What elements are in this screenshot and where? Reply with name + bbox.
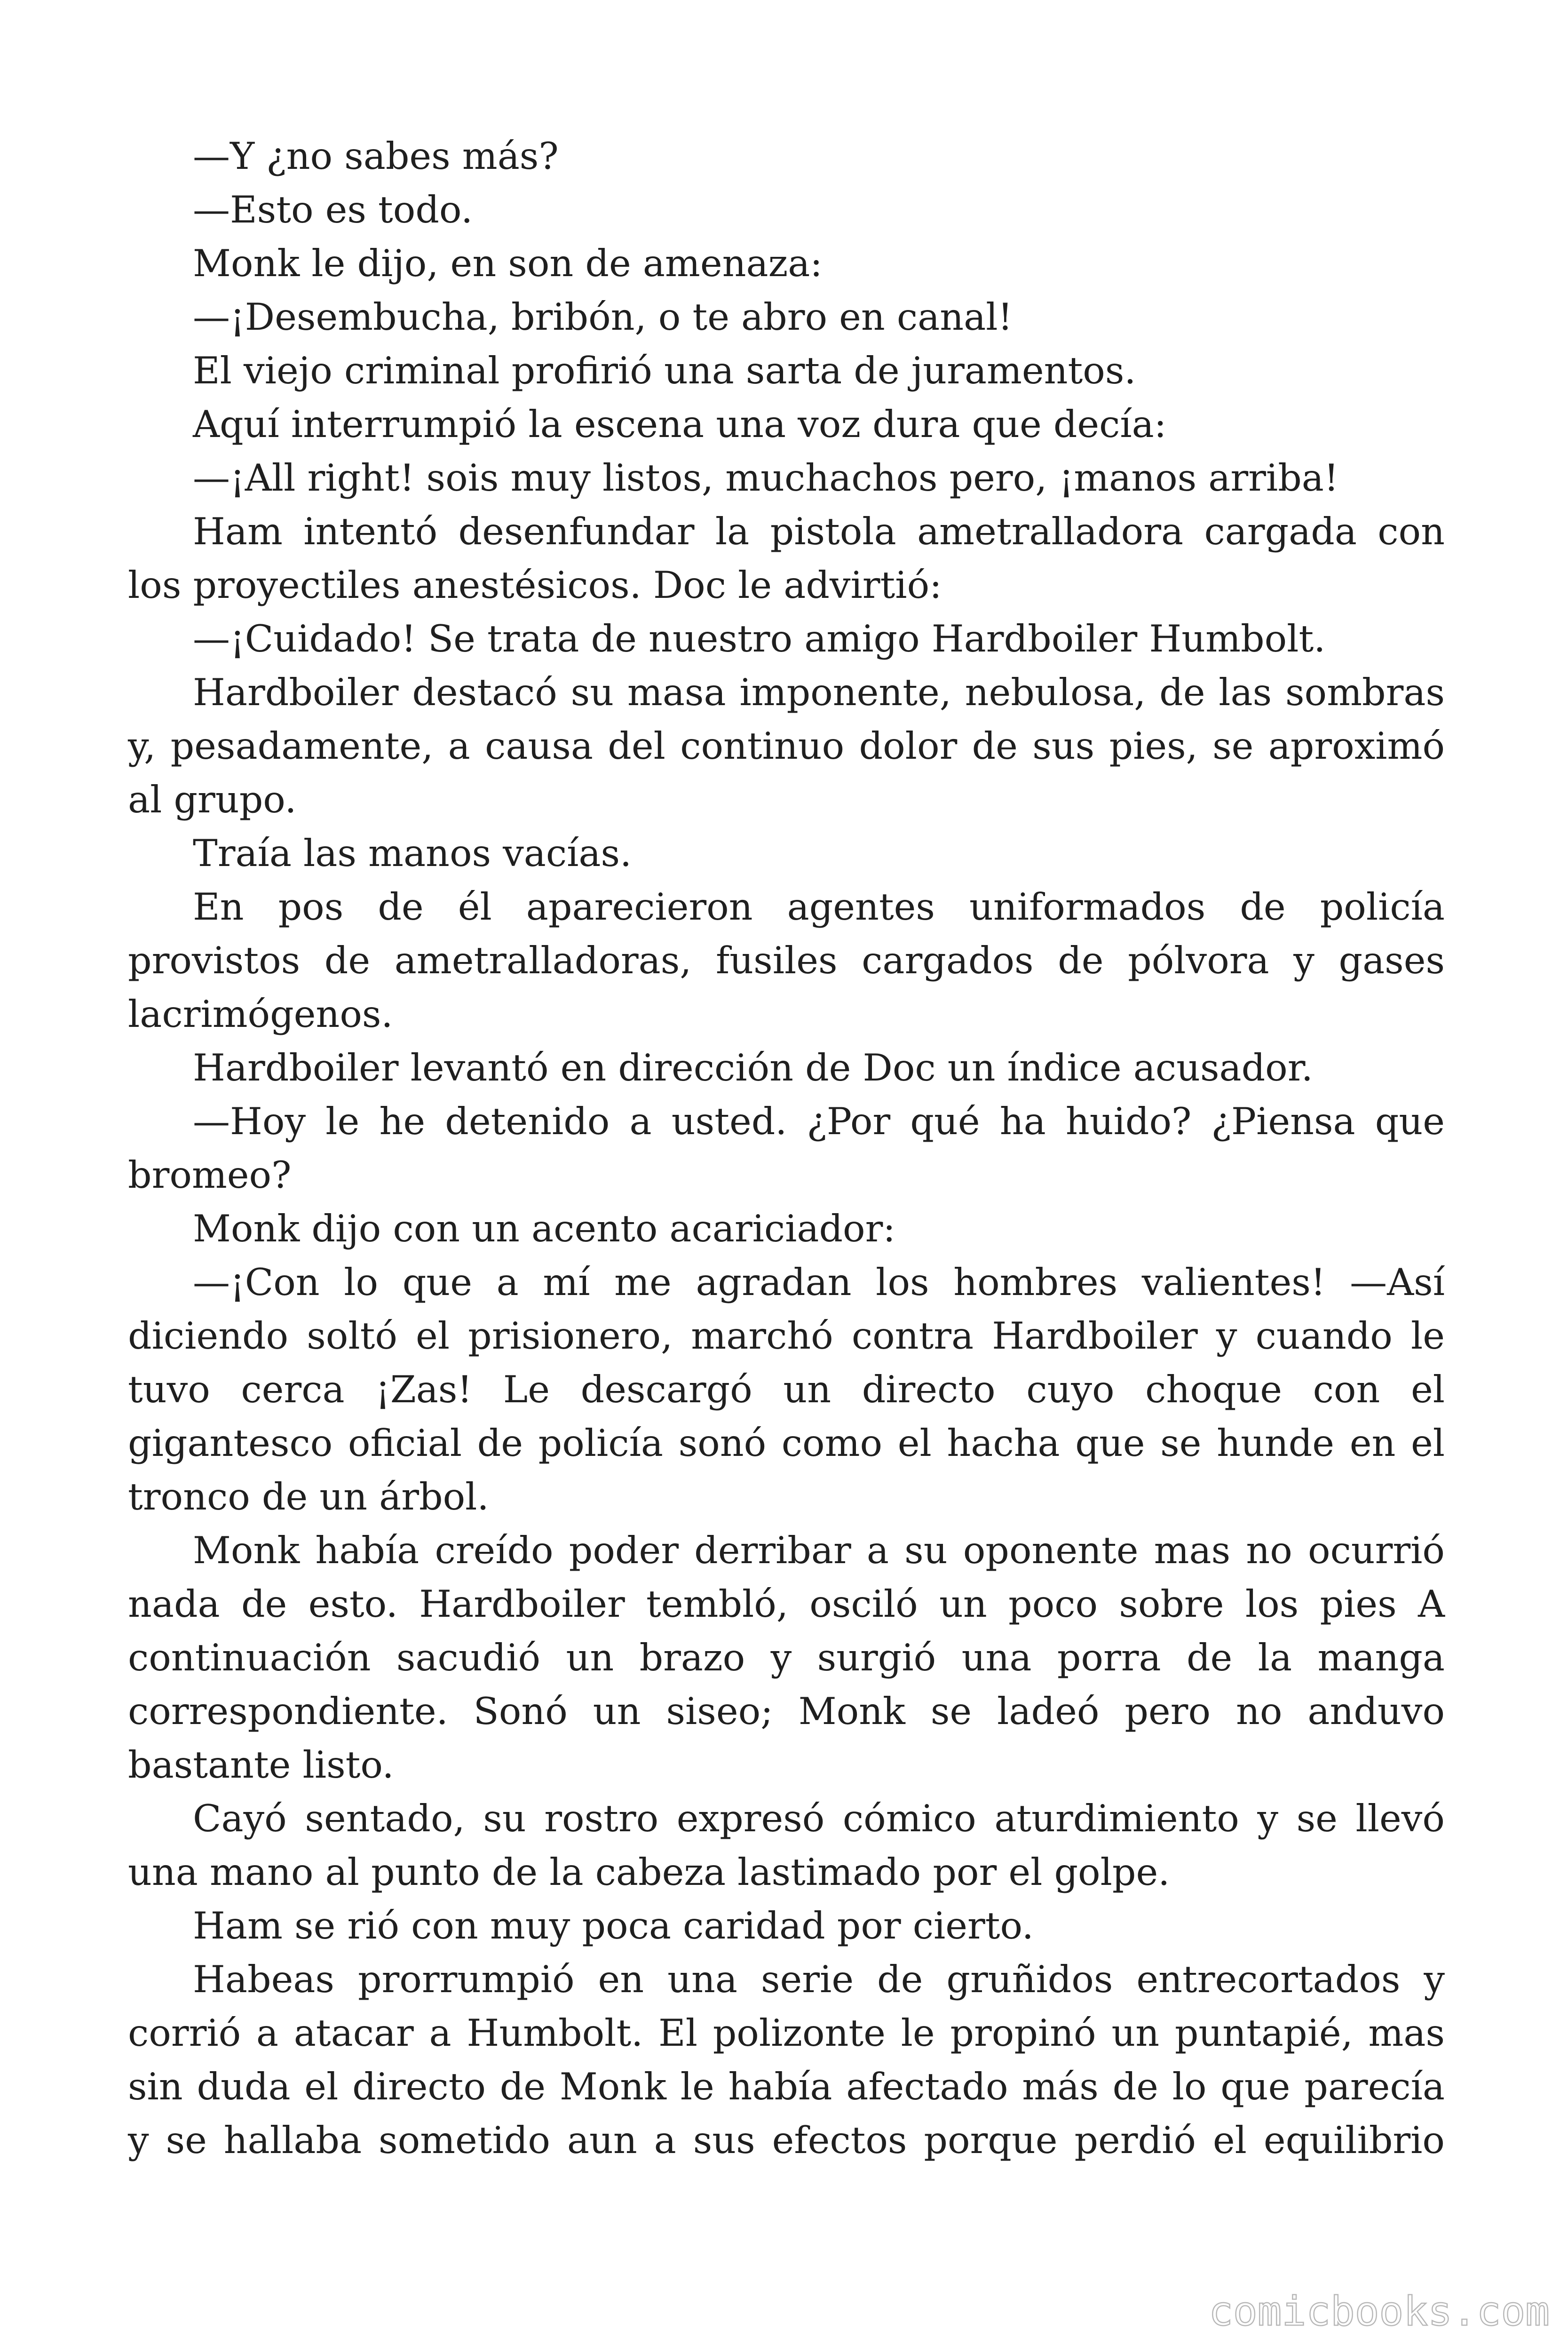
text-line: bastante listo. bbox=[128, 1743, 394, 1787]
text-line: una mano al punto de la cabeza lastimado por el golpe. bbox=[128, 1851, 1170, 1894]
text-line: los proyectiles anestésicos. Doc le advirtió: bbox=[128, 564, 942, 607]
text-line: —Esto es todo. bbox=[193, 188, 473, 231]
text-line: Monk había creído poder derribar a su oponente mas no ocurrió bbox=[193, 1529, 1445, 1572]
text-line: —¡All right! sois muy listos, muchachos pero, ¡manos arriba! bbox=[193, 456, 1339, 500]
text-line: gigantesco oficial de policía sonó como el hacha que se hunde en el bbox=[128, 1422, 1445, 1465]
text-line: tuvo cerca ¡Zas! Le descargó un directo cuyo choque con el bbox=[128, 1368, 1445, 1411]
text-line: y, pesadamente, a causa del continuo dolor de sus pies, se aproximó bbox=[128, 724, 1445, 768]
text-line: diciendo soltó el prisionero, marchó contra Hardboiler y cuando le bbox=[128, 1314, 1445, 1358]
text-line: continuación sacudió un brazo y surgió una porra de la manga bbox=[128, 1636, 1445, 1679]
text-line: sin duda el directo de Monk le había afectado más de lo que parecía bbox=[128, 2065, 1445, 2108]
text-line: Ham intentó desenfundar la pistola ametralladora cargada con bbox=[193, 510, 1445, 553]
text-line: —¡Con lo que a mí me agradan los hombres valientes! —Así bbox=[193, 1261, 1445, 1304]
text-line: provistos de ametralladoras, fusiles cargados de pólvora y gases bbox=[128, 939, 1445, 982]
text-line: corrió a atacar a Humbolt. El polizonte le propinó un puntapié, mas bbox=[128, 2011, 1445, 2055]
text-line: —Hoy le he detenido a usted. ¿Por qué ha huido? ¿Piensa que bbox=[193, 1100, 1445, 1143]
text-line: Cayó sentado, su rostro expresó cómico aturdimiento y se llevó bbox=[193, 1797, 1445, 1840]
text-line: Traía las manos vacías. bbox=[193, 832, 632, 875]
text-line: lacrimógenos. bbox=[128, 993, 393, 1036]
text-line: Aquí interrumpió la escena una voz dura que decía: bbox=[193, 403, 1167, 446]
text-line: Hardboiler levantó en dirección de Doc un índice acusador. bbox=[193, 1046, 1313, 1089]
text-line: —Y ¿no sabes más? bbox=[193, 135, 559, 178]
text-line: Ham se rió con muy poca caridad por cierto. bbox=[193, 1904, 1034, 1947]
text-line: y se hallaba sometido aun a sus efectos porque perdió el equilibrio bbox=[128, 2119, 1445, 2162]
text-line: Monk dijo con un acento acariciador: bbox=[193, 1207, 895, 1250]
text-line: al grupo. bbox=[128, 778, 297, 821]
text-line: bromeo? bbox=[128, 1153, 292, 1197]
text-line: nada de esto. Hardboiler tembló, osciló un poco sobre los pies A bbox=[128, 1582, 1445, 1626]
text-line: —¡Desembucha, bribón, o te abro en canal! bbox=[193, 295, 1013, 339]
text-line: En pos de él aparecieron agentes uniformados de policía bbox=[193, 885, 1445, 929]
text-line: Hardboiler destacó su masa imponente, nebulosa, de las sombras bbox=[193, 671, 1445, 714]
text-line: Monk le dijo, en son de amenaza: bbox=[193, 242, 823, 285]
text-line: correspondiente. Sonó un siseo; Monk se ladeó pero no anduvo bbox=[128, 1690, 1445, 1733]
watermark bbox=[1148, 2284, 1552, 2340]
text-line: El viejo criminal profirió una sarta de juramentos. bbox=[193, 349, 1136, 392]
text-line: tronco de un árbol. bbox=[128, 1475, 489, 1518]
watermark-text: comicbooks.com bbox=[1209, 2288, 1550, 2335]
text-line: —¡Cuidado! Se trata de nuestro amigo Hardboiler Humbolt. bbox=[193, 617, 1326, 660]
text-line: Habeas prorrumpió en una serie de gruñidos entrecortados y bbox=[193, 1958, 1445, 2001]
